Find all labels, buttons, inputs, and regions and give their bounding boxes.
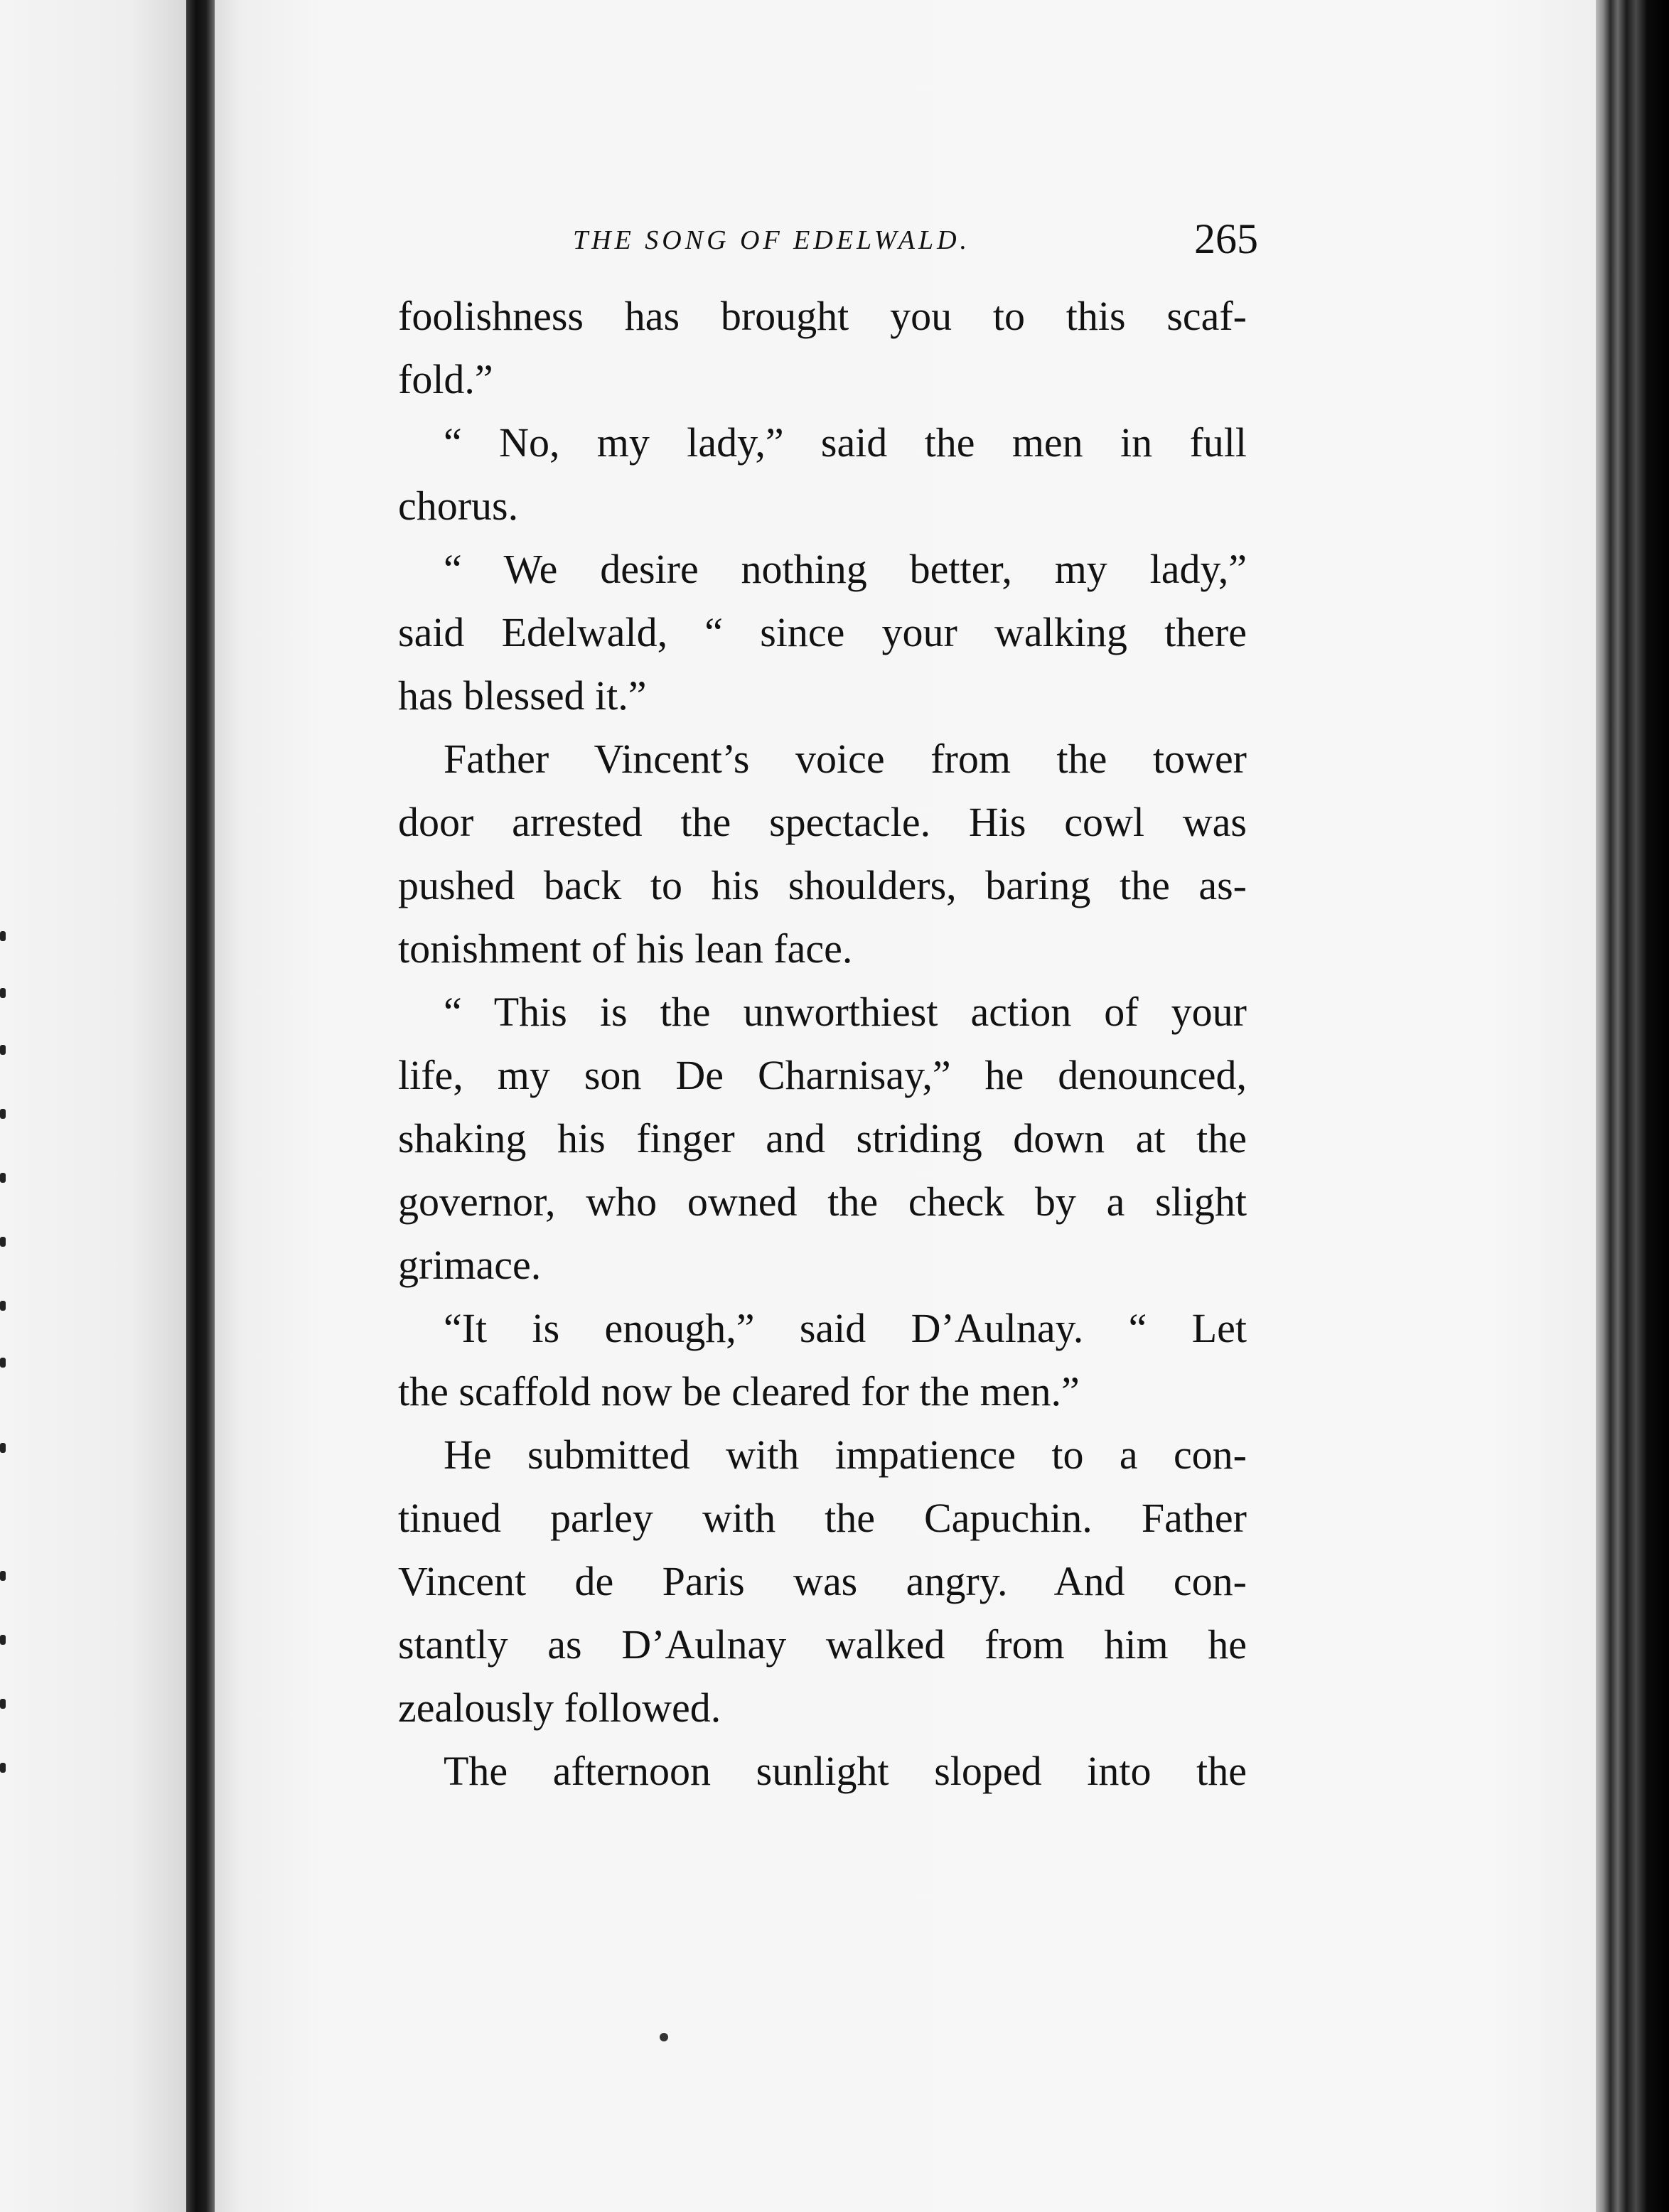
print-bleed-mark (0, 1237, 6, 1247)
paragraph (398, 1739, 1247, 1803)
text-line: pushed back to his shoulders, baring the as- (398, 862, 1247, 908)
text-line: has blessed it.” (398, 672, 647, 719)
print-bleed-mark (0, 931, 6, 941)
text-line: tinued parley with the Capuchin. Father (398, 1495, 1247, 1541)
book-gutter (186, 0, 215, 2212)
text-line: stantly as D’Aulnay walked from him he (398, 1621, 1247, 1668)
text-line: said Edelwald, “ since your walking there (398, 609, 1247, 655)
text-line: Vincent de Paris was angry. And con- (398, 1558, 1247, 1604)
text-line: Father Vincent’s voice from the tower (444, 736, 1247, 782)
print-bleed-mark (0, 1763, 6, 1773)
text-line: life, my son De Charnisay,” he denounced, (398, 1052, 1247, 1098)
text-line: “ We desire nothing better, my lady,” (444, 546, 1247, 592)
text-line: foolishness has brought you to this scaf- (398, 293, 1247, 339)
text-line: “It is enough,” said D’Aulnay. “ Let (444, 1305, 1247, 1351)
running-title: THE SONG OF EDELWALD. (573, 225, 971, 255)
paragraph (398, 1423, 1247, 1739)
page-stack-edge (1596, 0, 1669, 2212)
paragraph (398, 1296, 1247, 1423)
paragraph (398, 727, 1247, 980)
text-line: tonishment of his lean face. (398, 925, 853, 972)
print-bleed-mark (0, 988, 6, 998)
text-line: grimace. (398, 1242, 542, 1288)
paragraph (398, 411, 1247, 537)
ink-speck (660, 2033, 668, 2041)
facing-page-edge (0, 0, 186, 2212)
paragraph (398, 980, 1247, 1296)
body-text (398, 284, 1247, 1803)
text-line: door arrested the spectacle. His cowl was (398, 799, 1247, 845)
print-bleed-mark (0, 1173, 6, 1183)
print-bleed-mark (0, 1443, 6, 1453)
print-bleed-mark (0, 1045, 6, 1055)
print-bleed-mark (0, 1109, 6, 1119)
text-line: chorus. (398, 483, 519, 529)
print-bleed-mark (0, 1301, 6, 1311)
text-line: the scaffold now be cleared for the men.” (398, 1368, 1080, 1414)
paragraph (398, 284, 1247, 411)
text-line: “ No, my lady,” said the men in full (444, 419, 1247, 466)
print-bleed-mark (0, 1358, 6, 1368)
print-bleed-mark (0, 1635, 6, 1645)
text-line: fold.” (398, 356, 493, 402)
text-line: The afternoon sunlight sloped into the (444, 1748, 1247, 1794)
text-line: “ This is the unworthiest action of your (444, 989, 1247, 1035)
running-header (573, 215, 1258, 269)
text-line: governor, who owned the check by a slight (398, 1179, 1247, 1225)
print-bleed-mark (0, 1699, 6, 1709)
page-number: 265 (1194, 215, 1258, 262)
text-line: He submitted with impatience to a con- (444, 1432, 1247, 1478)
print-bleed-mark (0, 1571, 6, 1581)
paragraph (398, 537, 1247, 727)
text-line: zealously followed. (398, 1685, 721, 1731)
text-line: shaking his finger and striding down at the (398, 1115, 1247, 1161)
